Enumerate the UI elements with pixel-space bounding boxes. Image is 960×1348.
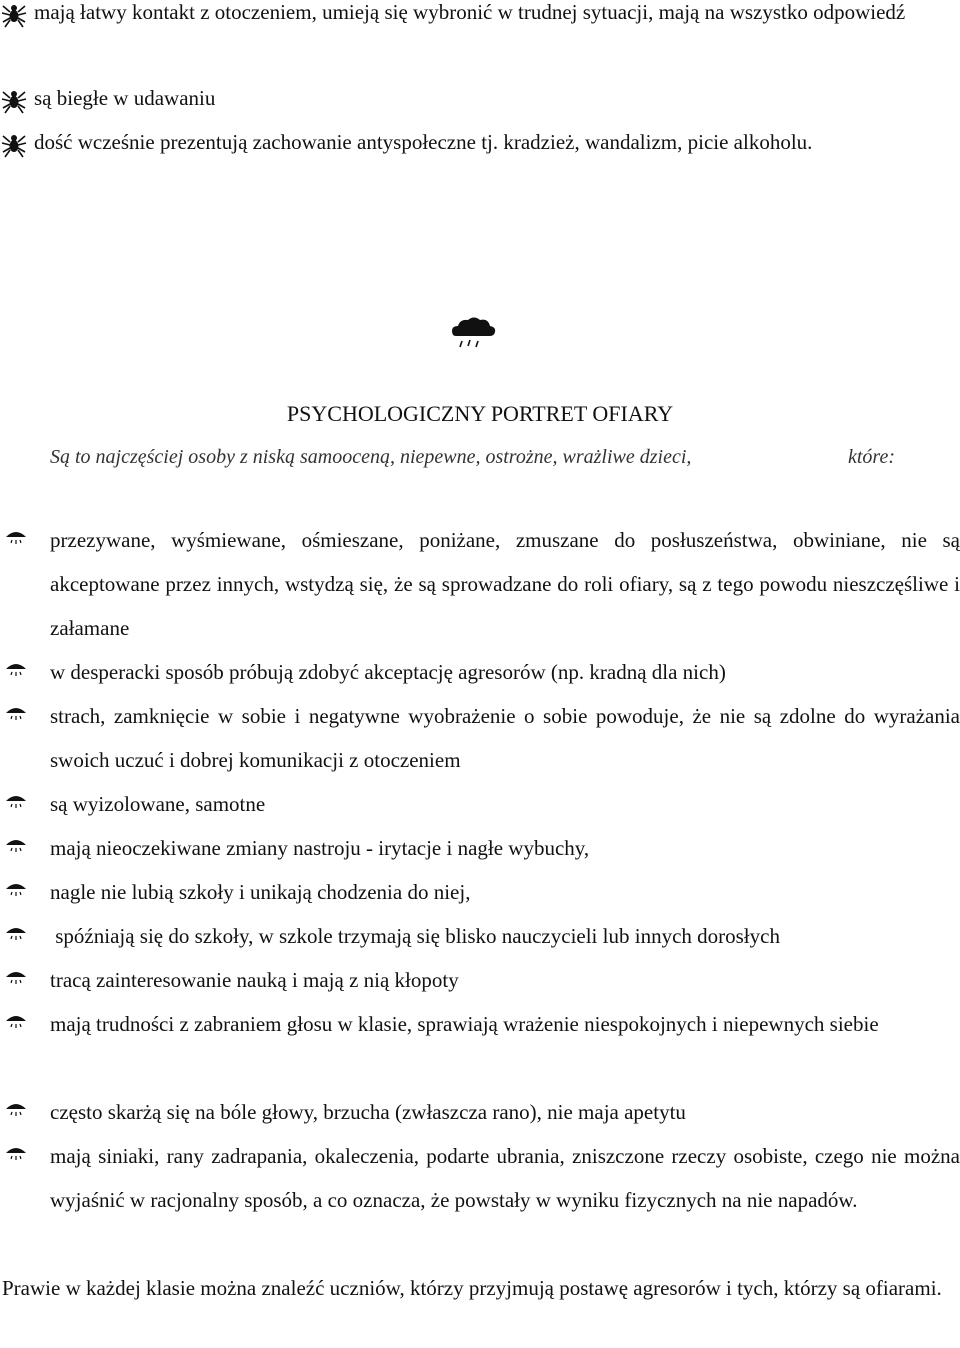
spider-icon [0,86,28,114]
list-item: w desperacki sposób próbują zdobyć akceptację agresorów (np. kradną dla nich) [50,660,726,684]
list-item: przezywane, wyśmiewane, ośmieszane, poniżane, zmuszane do posłuszeństwa, obwiniane, nie są akceptowane przez innych, wstydzą się, że są sprowadzane do roli ofiary, są z tego powodu nieszczęśliwe i załamane [50,528,960,640]
list-item: nagle nie lubią szkoły i unikają chodzenia do niej, [50,880,471,904]
umbrella-icon [4,968,32,996]
umbrella-icon [4,1100,32,1128]
spider-icon [0,130,28,158]
umbrella-icon [4,924,32,952]
umbrella-icon [4,1012,32,1040]
list-item: są biegłe w udawaniu [34,86,216,110]
subtitle [50,437,910,477]
list-item: mają siniaki, rany zadrapania, okaleczenia, podarte ubrania, zniszczone rzeczy osobiste, czego nie można wyjaśnić w racjonalny sposób, a co oznacza, że powstały w wyniku fizycznych na nie napadów. [50,1144,960,1212]
list-item: strach, zamknięcie w sobie i negatywne wyobrażenie o sobie powoduje, że nie są zdolne do wyrażania swoich uczuć i dobrej komunikacji z otoczeniem [50,704,960,772]
rain-cloud-icon [448,314,498,354]
umbrella-icon [4,792,32,820]
list-item: spóźniają się do szkoły, w szkole trzymają się blisko nauczycieli lub innych dorosłych [50,924,780,948]
umbrella-icon [4,704,32,732]
list-item: mają nieoczekiwane zmiany nastroju - irytacje i nagłe wybuchy, [50,836,590,860]
list-item: dość wcześnie prezentują zachowanie antyspołeczne tj. kradzież, wandalizm, picie alkoholu. [34,130,813,154]
subtitle-end: które: [848,446,896,468]
spider-icon [0,0,28,28]
list-item: mają trudności z zabraniem głosu w klasie, sprawiają wrażenie niespokojnych i niepewnych siebie [50,1012,879,1036]
umbrella-icon [4,1144,32,1172]
umbrella-icon [4,880,32,908]
umbrella-icon [4,836,32,864]
umbrella-icon [4,660,32,688]
list-item: tracą zainteresowanie nauką i mają z nią kłopoty [50,968,459,992]
closing-paragraph: Prawie w każdej klasie można znaleźć uczniów, którzy przyjmują postawę agresorów i tych, którzy są ofiarami. [2,1276,942,1300]
list-item: często skarżą się na bóle głowy, brzucha (zwłaszcza rano), nie maja apetytu [50,1100,686,1124]
umbrella-icon [4,528,32,556]
list-item: są wyizolowane, samotne [50,792,266,816]
page-title: PSYCHOLOGICZNY PORTRET OFIARY [286,401,674,426]
list-item: mają łatwy kontakt z otoczeniem, umieją się wybronić w trudnej sytuacji, mają na wszystko odpowiedź [34,0,906,24]
subtitle-main: Są to najczęściej osoby z niską samooceną, niepewne, ostrożne, wrażliwe dzieci, [50,446,692,468]
